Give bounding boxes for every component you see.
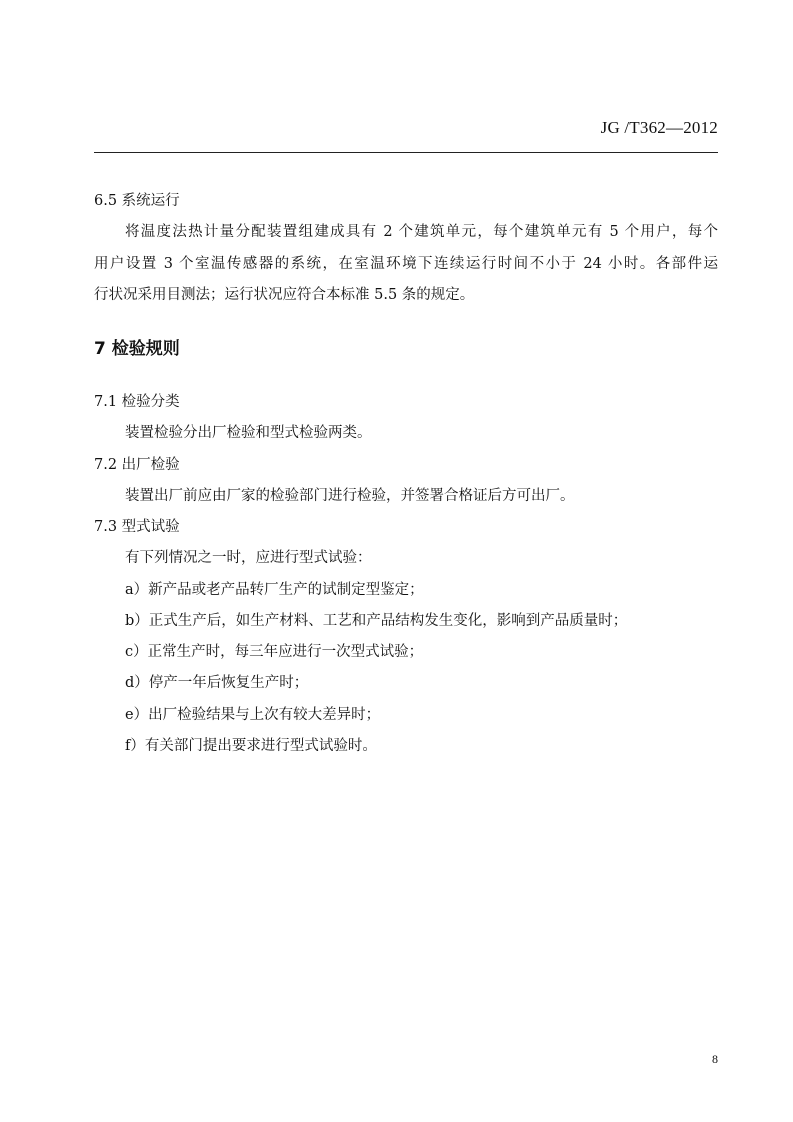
list-item-e: e）出厂检验结果与上次有较大差异时； [125,707,381,723]
list-item-d: d）停产一年后恢复生产时； [125,675,309,691]
list-item-c: c）正常生产时，每三年应进行一次型式试验； [125,644,424,660]
section-6-5-paragraph-line-2: 用户设置 3 个室温传感器的系统，在室温环境下连续运行时间不小于 24 小时。各部件运 [94,256,718,272]
section-6-5-heading: 6.5 系统运行 [94,193,180,209]
document-code: JG /T362—2012 [600,118,718,137]
section-7-1-text: 装置检验分出厂检验和型式检验两类。 [125,425,372,441]
section-6-5-paragraph-line-3: 行状况采用目测法；运行状况应符合本标准 5.5 条的规定。 [94,287,475,303]
section-7-2-text: 装置出厂前应由厂家的检验部门进行检验，并签署合格证后方可出厂。 [125,488,575,504]
section-6-5-paragraph-line-1: 将温度法热计量分配装置组建成具有 2 个建筑单元，每个建筑单元有 5 个用户，每个 [125,224,718,240]
section-7-3-heading: 7.3 型式试验 [94,519,180,535]
section-7-3-intro: 有下列情况之一时，应进行型式试验： [125,550,372,566]
list-item-a: a）新产品或老产品转厂生产的试制定型鉴定； [125,582,424,598]
section-7-1-heading: 7.1 检验分类 [94,394,180,410]
page-number: 8 [712,1052,718,1066]
page-header [94,112,718,153]
section-7-2-heading: 7.2 出厂检验 [94,457,180,473]
chapter-7-heading: 7 检验规则 [94,339,180,359]
list-item-b: b）正式生产后，如生产材料、工艺和产品结构发生变化，影响到产品质量时； [125,613,628,629]
list-item-f: f）有关部门提出要求进行型式试验时。 [125,738,377,754]
